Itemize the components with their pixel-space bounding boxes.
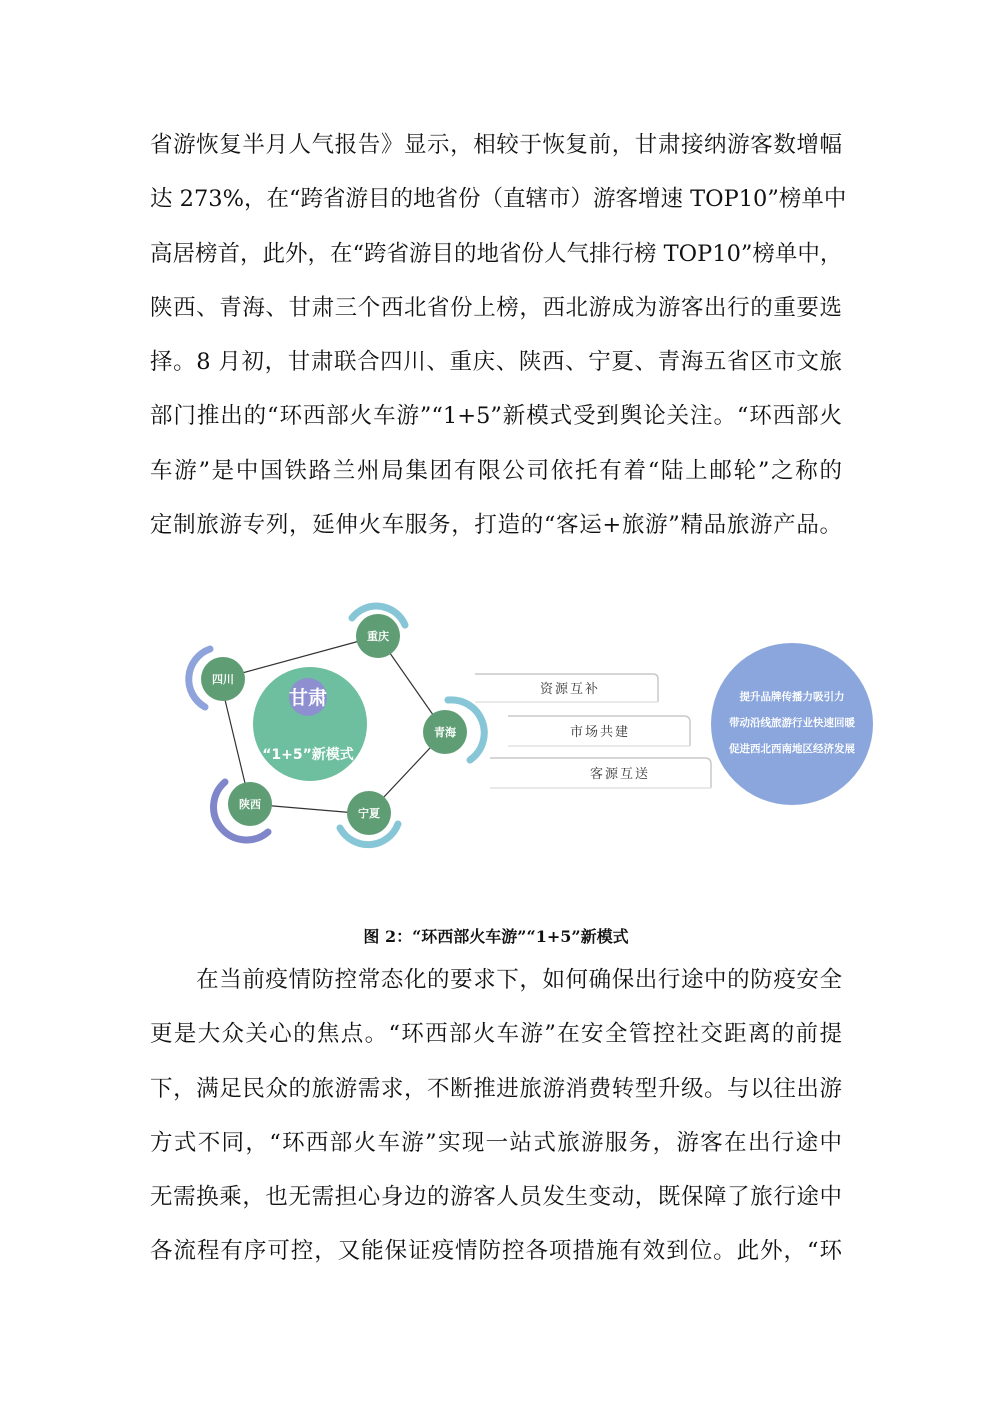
pill-label: 资源互补 bbox=[539, 682, 601, 697]
text-line: 省游恢复半月人气报告》显示，相较于恢复前，甘肃接纳游客数增幅 bbox=[150, 132, 842, 158]
text-line: 陕西、青海、甘肃三个西北省份上榜，西北游成为游客出行的重要选 bbox=[150, 294, 842, 321]
goal-label: 促进西北西南地区经济发展 bbox=[729, 743, 855, 755]
province-label: 四川 bbox=[212, 673, 234, 686]
province-label: 青海 bbox=[434, 726, 456, 739]
pill bbox=[475, 674, 658, 702]
text-line: 更是大众关心的焦点。“环西部火车游”在安全管控社交距离的前提 bbox=[150, 1021, 842, 1048]
pill bbox=[490, 758, 711, 788]
text-line: 下，满足民众的旅游需求，不断推进旅游消费转型升级。与以往出游 bbox=[150, 1075, 842, 1102]
text-line: 方式不同，“环西部火车游”实现一站式旅游服务，游客在出行途中 bbox=[150, 1129, 842, 1156]
text-line: 无需换乘，也无需担心身边的游客人员发生变动，既保障了旅行途中 bbox=[150, 1184, 842, 1211]
pill-label: 客源互送 bbox=[589, 767, 651, 782]
text-line: 在当前疫情防控常态化的要求下，如何确保出行途中的防疫安全 bbox=[150, 967, 842, 993]
text-line: 择。8 月初，甘肃联合四川、重庆、陕西、宁夏、青海五省区市文旅 bbox=[150, 349, 842, 376]
province-label: 重庆 bbox=[367, 630, 389, 643]
text-line: 高居榜首，此外，在“跨省游目的地省份人气排行榜 TOP10”榜单中， bbox=[150, 240, 843, 267]
pill-label: 市场共建 bbox=[569, 725, 631, 740]
text-line: 达 273%，在“跨省游目的地省份（直辖市）游客增速 TOP10”榜单中 bbox=[150, 186, 847, 213]
province-label: 宁夏 bbox=[358, 807, 380, 820]
province-label: 陕西 bbox=[239, 798, 261, 811]
text-line: 部门推出的“环西部火车游”“1+5”新模式受到舆论关注。“环西部火 bbox=[150, 403, 842, 430]
paragraph-2 bbox=[150, 953, 842, 1279]
center-title: 甘肃 bbox=[288, 687, 328, 709]
paragraph-1 bbox=[150, 118, 847, 552]
text-line: 各流程有序可控，又能保证疫情防控各项措施有效到位。此外，“环 bbox=[150, 1238, 842, 1265]
pill bbox=[508, 716, 690, 746]
text-line: 车游”是中国铁路兰州局集团有限公司依托有着“陆上邮轮”之称的 bbox=[150, 457, 842, 484]
figure-caption: 图 2：“环西部火车游”“1+5”新模式 bbox=[363, 927, 629, 946]
text-line: 定制旅游专列，延伸火车服务，打造的“客运+旅游”精品旅游产品。 bbox=[150, 512, 842, 539]
one-plus-five-diagram bbox=[180, 592, 880, 862]
goal-label: 提升品牌传播力吸引力 bbox=[739, 691, 845, 703]
goal-label: 带动沿线旅游行业快速回暖 bbox=[729, 717, 855, 729]
center-subtitle: “1+5”新模式 bbox=[262, 747, 354, 763]
